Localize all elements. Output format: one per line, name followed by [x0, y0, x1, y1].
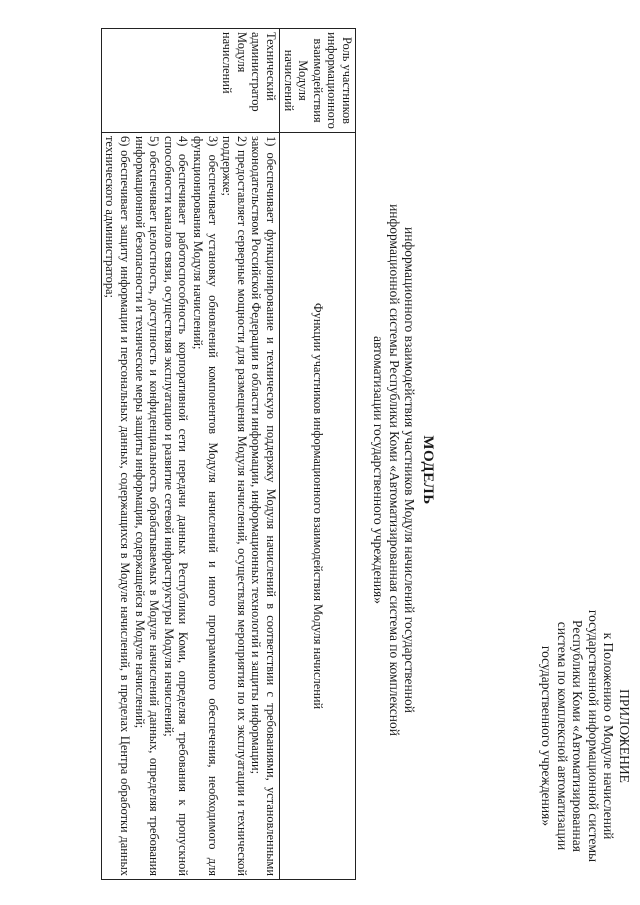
function-item: 4) обеспечивает работоспособность корпоративной сети передачи данных Республики Коми, определяя требования к пропускной способности каналов связи, осуществляя эксплуатацию и развитие сетевой инфраструктуры Модуля начислений;	[161, 136, 191, 876]
function-item: 5) обеспечивает целостность, доступность и конфиденциальность обрабатываемых в Модуле начислений данных, определяя требования информационной безопасности и технические меры защиты информации, содержащейся в Модуле начислений;	[132, 136, 162, 876]
appendix-header	[538, 590, 632, 882]
role-cell: Технический администратор Модуля начислений	[101, 29, 279, 133]
header-functions: Функции участников информационного взаимодействия Модуля начислений	[280, 133, 356, 880]
table-row	[101, 29, 279, 880]
appendix-line: государственного учреждения»	[539, 645, 555, 827]
subtitle-line: автоматизации государственного учреждения»	[371, 335, 387, 605]
subtitle-line: информационного взаимодействия участников Модуля начислений государственной	[402, 227, 418, 713]
document-title: МОДЕЛЬ	[420, 435, 436, 505]
functions-cell	[101, 133, 279, 880]
interaction-model-table	[101, 28, 356, 880]
appendix-line: Республики Коми «Автоматизированная	[570, 620, 586, 852]
appendix-heading: ПРИЛОЖЕНИЕ	[617, 689, 632, 783]
function-item: 1) обеспечивает функционирование и техническую поддержку Модуля начислений в соответствии с требованиями, установленными законодательством Российской Федерации в области информации, информационных технологий и защиты информации;	[249, 136, 279, 876]
document-title-block	[371, 120, 435, 820]
table-header-row	[280, 29, 356, 880]
header-role: Роль участников информационного взаимодействия Модуля начислений	[280, 29, 356, 133]
appendix-line: система по комплексной автоматизации	[554, 621, 570, 851]
function-item: 6) обеспечивает защиту информации и персональных данных, содержащихся в Модуле начислений, в пределах Центра обработки данных технического администратора;	[103, 136, 133, 876]
function-item: 3) обеспечивает установку обновлений компонентов Модуля начислений и иного программного обеспечения, необходимого для функционирования Модуля начислений;	[191, 136, 220, 876]
subtitle-line: информационной системы Республики Коми «Автоматизированная система по комплексной	[386, 204, 402, 736]
function-item: 2) предоставляет серверные мощности для размещения Модуля начислений, осуществляя мероприятия по их эксплуатации и технической поддержке;	[220, 136, 249, 876]
appendix-line: к Положению о Модуле начислений	[601, 632, 617, 840]
appendix-line: государственной информационной системы	[585, 609, 601, 863]
